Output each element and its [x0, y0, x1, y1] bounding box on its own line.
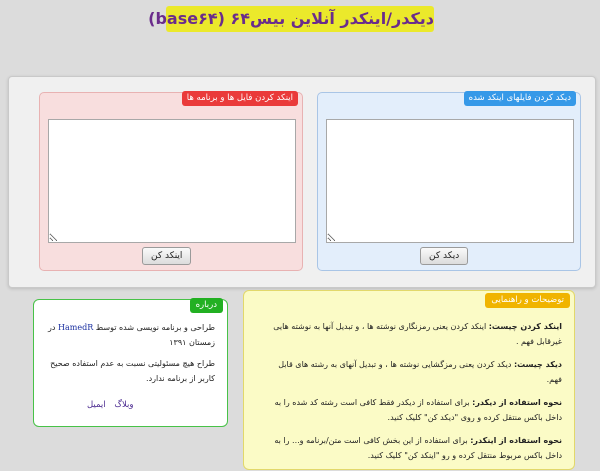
about-panel — [33, 299, 228, 427]
guide-label: توضیحات و راهنمایی — [485, 293, 570, 308]
encode-input[interactable] — [48, 119, 296, 243]
guide-item — [262, 319, 562, 349]
guide-panel — [243, 290, 575, 470]
disclaimer: طراح هیچ مسئولیتی نسبت به عدم استفاده صحیح کاربر از برنامه ندارد. — [50, 359, 215, 383]
guide-item-text: اینکد کردن یعنی رمزنگاری نوشته ها ، و تبدیل آنها به نوشته هایی غیرقابل فهم . — [273, 322, 562, 346]
guide-text — [262, 319, 562, 471]
guide-item-text: دیکد کردن یعنی رمزگشایی نوشته ها ، و تبدیل آنهای به رشته های قابل فهم. — [278, 360, 562, 384]
credits-suffix: در زمستان ۱۳۹۱ — [48, 323, 215, 347]
guide-item-heading: نحوه استفاده از اینکدر: — [470, 436, 562, 445]
credits-line — [43, 320, 215, 350]
guide-item — [262, 395, 562, 425]
email-link[interactable]: ایمیل — [87, 400, 106, 410]
guide-item — [262, 357, 562, 387]
converter-panel — [8, 76, 596, 288]
encode-button[interactable]: اینکد کن — [142, 247, 191, 265]
author-name: HamedR — [58, 323, 94, 332]
decode-button[interactable]: دیکد کن — [420, 247, 468, 265]
about-label: درباره — [190, 298, 223, 313]
encode-section — [39, 92, 303, 271]
about-links — [84, 400, 137, 410]
guide-item-heading: اینکد کردن چیست: — [488, 322, 562, 331]
decode-section — [317, 92, 581, 271]
decode-input[interactable] — [326, 119, 574, 243]
guide-item-heading: نحوه استفاده از دیکدر: — [472, 398, 562, 407]
page-title: دیکدر/اینکدر آنلاین بیس۶۴ (base۶۴) — [166, 6, 434, 32]
about-text — [43, 320, 215, 392]
guide-item-text: برای استفاده از این بخش کافی است متن/برنامه و... را به داخل باکس مربوط منتقل کرده و رو "اینکد کن" کلیک کنید. — [274, 436, 562, 460]
guide-item-heading: دیکد چیست: — [513, 360, 562, 369]
guide-item — [262, 433, 562, 463]
decode-section-label: دیکد کردن فایلهای اینکد شده — [464, 91, 576, 106]
weblog-link[interactable]: وبلاگ — [114, 400, 134, 410]
guide-item-text: برای استفاده از دیکدر فقط کافی است رشته کد شده را به داخل باکس منتقل کرده و روی "دیکد کن" کلیک کنید. — [274, 398, 562, 422]
encode-section-label: اینکد کردن فایل ها و برنامه ها — [182, 91, 298, 106]
credits-prefix: طراحی و برنامه نویسی شده توسط — [93, 323, 215, 332]
